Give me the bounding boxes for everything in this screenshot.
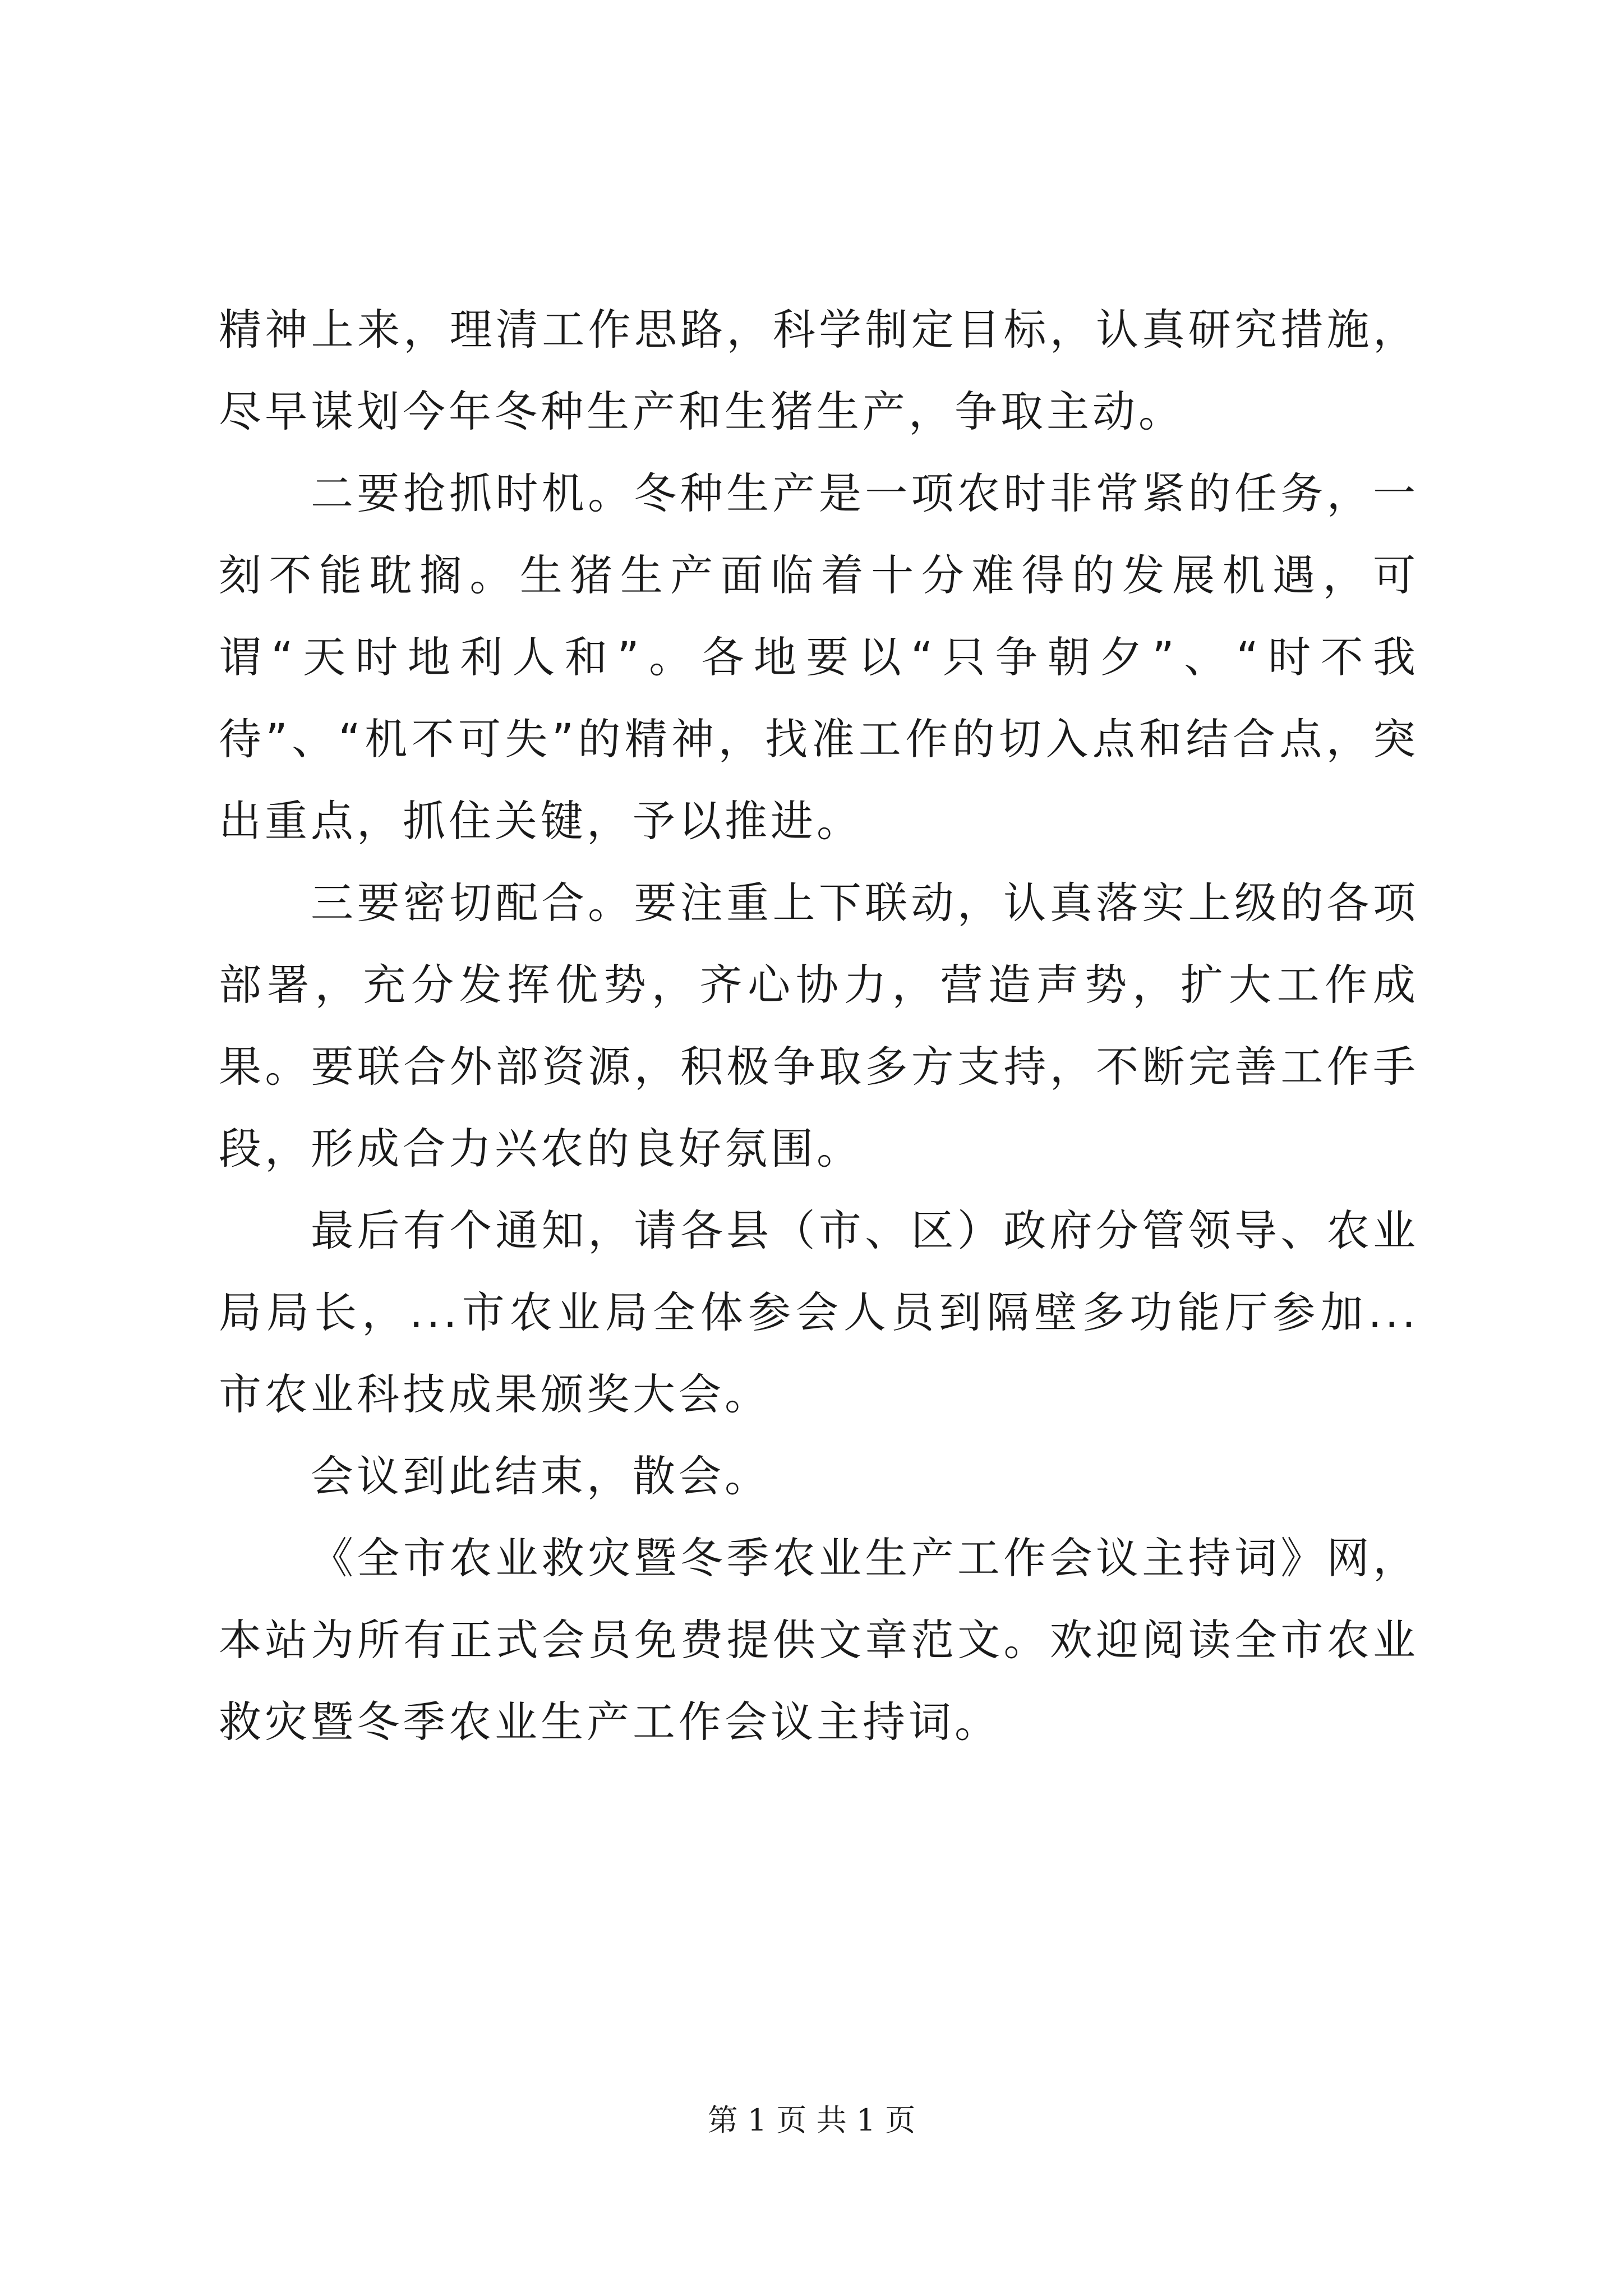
paragraph-4: 最后有个通知，请各县（市、区）政府分管领导、农业局局长，...市农业局全体参会人员到隔壁多功能厅参加...市农业科技成果颁奖大会。 [219, 1205, 1419, 1419]
paragraph-1: 精神上来，理清工作思路，科学制定目标，认真研究措施，尽早谋划今年冬种生产和生猪生产，争取主动。 [219, 305, 1419, 436]
paragraph-6: 《全市农业救灾暨冬季农业生产工作会议主持词》网，本站为所有正式会员免费提供文章范文。欢迎阅读全市农业救灾暨冬季农业生产工作会议主持词。 [219, 1533, 1419, 1747]
paragraph-2: 二要抢抓时机。冬种生产是一项农时非常紧的任务，一刻不能耽搁。生猪生产面临着十分难得的发展机遇，可谓“天时地利人和”。各地要以“只争朝夕”、“时不我待”、“机不可失”的精神，找准工作的切入点和结合点，突出重点，抓住关键，予以推进。 [219, 468, 1419, 846]
page-number-footer: 第 1 页 共 1 页 [707, 2102, 916, 2138]
paragraph-3: 三要密切配合。要注重上下联动，认真落实上级的各项部署，充分发挥优势，齐心协力，营造声势，扩大工作成果。要联合外部资源，积极争取多方支持，不断完善工作手段，形成合力兴农的良好氛围。 [219, 878, 1419, 1174]
paragraph-5: 会议到此结束，散会。 [311, 1451, 771, 1501]
document-body [219, 289, 1419, 1763]
